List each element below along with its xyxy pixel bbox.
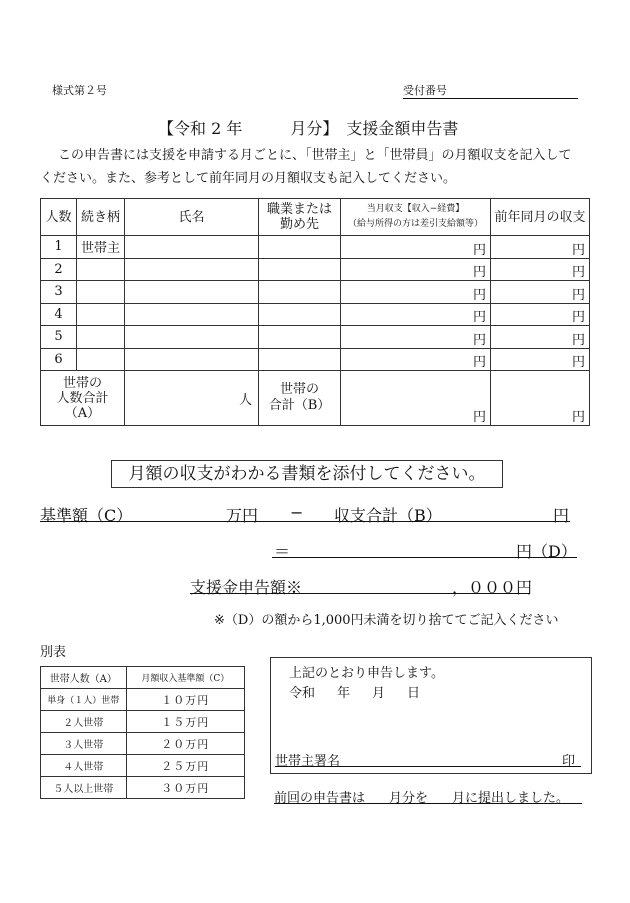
count-label-line2: 人数合計 <box>56 390 109 406</box>
name-cell[interactable] <box>125 258 259 281</box>
yen-unit: 円 <box>472 410 486 425</box>
row-number: 3 <box>41 281 77 304</box>
yen-unit: 円 <box>571 242 585 258</box>
rounding-note: ※（D）の額から1,000円未満を切り捨ててご記入ください <box>214 613 559 628</box>
attachment-notice: 月額の収支がわかる書類を添付してください。 <box>111 460 503 488</box>
year-label: 年 <box>337 686 351 701</box>
table-row <box>41 733 245 755</box>
yen-unit: 円 <box>571 332 585 348</box>
total-income-cell[interactable] <box>341 371 491 426</box>
income-cell[interactable] <box>341 281 491 304</box>
household-size-cell: ２人世帯 <box>41 711 127 733</box>
page-title: 【令和 2 年 月分】 支援金額申告書 <box>158 119 459 138</box>
intro-line-2: ください。また、参考として前年同月の月額収支も記入してください。 <box>40 171 457 186</box>
man-yen-unit: 万円 <box>226 506 259 525</box>
yen-unit: 円 <box>571 287 585 303</box>
yen-unit: 円 <box>472 310 486 325</box>
header-occupation <box>259 199 341 236</box>
name-cell[interactable] <box>125 281 259 304</box>
income-cell[interactable] <box>341 303 491 326</box>
occupation-cell[interactable] <box>259 303 341 326</box>
household-count-input[interactable] <box>125 371 259 426</box>
standard-amount-cell: ２０万円 <box>126 733 244 755</box>
household-size-cell: ３人世帯 <box>41 733 127 755</box>
balance-total-label: 収支合計（B） <box>334 506 442 525</box>
signature-field[interactable] <box>275 750 581 767</box>
declaration-box <box>270 657 592 774</box>
header-occupation-line2: 勤め先 <box>279 217 319 232</box>
declaration-date[interactable] <box>289 682 420 701</box>
prev-income-cell[interactable] <box>491 281 590 304</box>
table-header-row <box>41 199 590 236</box>
row-relation[interactable] <box>77 303 125 326</box>
yen-unit: 円 <box>571 410 585 425</box>
standard-amount-cell: １５万円 <box>126 711 244 733</box>
name-cell[interactable] <box>125 348 259 371</box>
signature-label: 世帯主署名 <box>275 754 341 769</box>
intro-line-1: この申告書には支援を申請する月ごとに、「世帯主」と「世帯員」の月額収支を記入して <box>58 148 572 163</box>
header-household-size: 世帯人数（A） <box>41 667 127 689</box>
seal-mark: 印 <box>561 754 575 769</box>
yen-unit: 円 <box>571 265 585 280</box>
total-label-line1: 世帯の <box>279 382 319 397</box>
count-label-line1: 世帯の <box>62 375 102 391</box>
name-cell[interactable] <box>125 236 259 259</box>
occupation-cell[interactable] <box>259 348 341 371</box>
header-income-line1: 当月収支【収入−経費】 <box>366 204 465 214</box>
header-occupation-line1: 職業または <box>266 202 332 217</box>
row-number: 1 <box>41 236 77 259</box>
standard-amount-cell: １０万円 <box>126 689 244 711</box>
minus-sign: − <box>290 503 304 522</box>
row-relation[interactable] <box>77 326 125 349</box>
prev-income-cell[interactable] <box>491 236 590 259</box>
yen-unit: 円 <box>571 355 585 370</box>
household-size-cell: ４人世帯 <box>41 755 127 777</box>
appendix-title: 別表 <box>40 645 67 660</box>
total-label-line2: 合計（B） <box>268 398 331 413</box>
row-number: 6 <box>41 348 77 371</box>
month-label: 月 <box>372 686 386 701</box>
receipt-number-label: 受付番号 <box>403 84 447 97</box>
d-amount-label: 円（D） <box>516 542 577 561</box>
prev-income-cell[interactable] <box>491 303 590 326</box>
equals-sign: ＝ <box>274 542 291 561</box>
row-relation: 世帯主 <box>77 236 125 259</box>
table-row <box>41 303 590 326</box>
prev-income-cell[interactable] <box>491 258 590 281</box>
header-count: 人数 <box>41 199 77 236</box>
yen-unit: 円 <box>472 355 486 370</box>
row-relation[interactable] <box>77 348 125 371</box>
table-row <box>41 348 590 371</box>
occupation-cell[interactable] <box>259 236 341 259</box>
yen-unit: 円 <box>472 332 486 348</box>
table-row <box>41 236 590 259</box>
person-unit: 人 <box>238 392 252 408</box>
standard-amount-cell: ２５万円 <box>126 755 244 777</box>
occupation-cell[interactable] <box>259 281 341 304</box>
prev-income-cell[interactable] <box>491 348 590 371</box>
table-footer-row <box>41 371 590 426</box>
table-row <box>41 755 245 777</box>
header-income-line2: （給与所得の方は差引支給額等） <box>347 219 483 229</box>
yen-unit: 円 <box>553 506 570 525</box>
header-prev-year: 前年同月の収支 <box>491 199 590 236</box>
table-row <box>41 777 245 799</box>
table-row <box>41 326 590 349</box>
table-row <box>41 281 590 304</box>
yen-unit: 円 <box>472 287 486 303</box>
standard-amount-table <box>40 666 245 799</box>
row-relation[interactable] <box>77 258 125 281</box>
household-size-cell: ５人以上世帯 <box>41 777 127 799</box>
count-label-line3: （A） <box>64 405 101 421</box>
base-amount-label: 基準額（C） <box>40 506 133 525</box>
household-size-cell: 単身（１人）世帯 <box>41 689 127 711</box>
prev-label-3: 月に提出しました。 <box>452 791 570 806</box>
household-count-label <box>41 371 125 426</box>
day-label: 日 <box>407 686 421 701</box>
occupation-cell[interactable] <box>259 326 341 349</box>
row-number: 4 <box>41 303 77 326</box>
yen-unit: 円 <box>472 242 486 258</box>
reiwa-label: 令和 <box>289 686 316 701</box>
household-table <box>40 198 590 426</box>
support-amount-suffix: ，０００円 <box>452 578 533 597</box>
income-cell[interactable] <box>341 236 491 259</box>
table-row <box>41 258 590 281</box>
row-relation[interactable] <box>77 281 125 304</box>
occupation-cell[interactable] <box>259 258 341 281</box>
support-amount-label: 支援金申告額※ <box>190 578 303 597</box>
table-row <box>41 689 245 711</box>
yen-unit: 円 <box>472 265 486 280</box>
header-name: 氏名 <box>125 199 259 236</box>
table-row <box>41 711 245 733</box>
name-cell[interactable] <box>125 326 259 349</box>
name-cell[interactable] <box>125 303 259 326</box>
prev-income-cell[interactable] <box>491 326 590 349</box>
total-prev-income-cell[interactable] <box>491 371 590 426</box>
row-number: 5 <box>41 326 77 349</box>
header-standard-amount: 月額収入基準額（C） <box>126 667 244 689</box>
yen-unit: 円 <box>571 310 585 325</box>
income-cell[interactable] <box>341 348 491 371</box>
declaration-text: 上記のとおり申告します。 <box>289 666 444 681</box>
income-cell[interactable] <box>341 326 491 349</box>
row-number: 2 <box>41 258 77 281</box>
form-number: 様式第２号 <box>52 84 107 97</box>
header-relation: 続き柄 <box>77 199 125 236</box>
standard-amount-cell: ３０万円 <box>126 777 244 799</box>
income-cell[interactable] <box>341 258 491 281</box>
header-income <box>341 199 491 236</box>
household-total-label <box>259 371 341 426</box>
previous-submission-line[interactable] <box>274 787 582 804</box>
receipt-number-field[interactable] <box>403 82 578 99</box>
table-header-row <box>41 667 245 689</box>
prev-label-2: 月分を <box>389 791 429 806</box>
prev-label-1: 前回の申告書は <box>274 791 366 806</box>
